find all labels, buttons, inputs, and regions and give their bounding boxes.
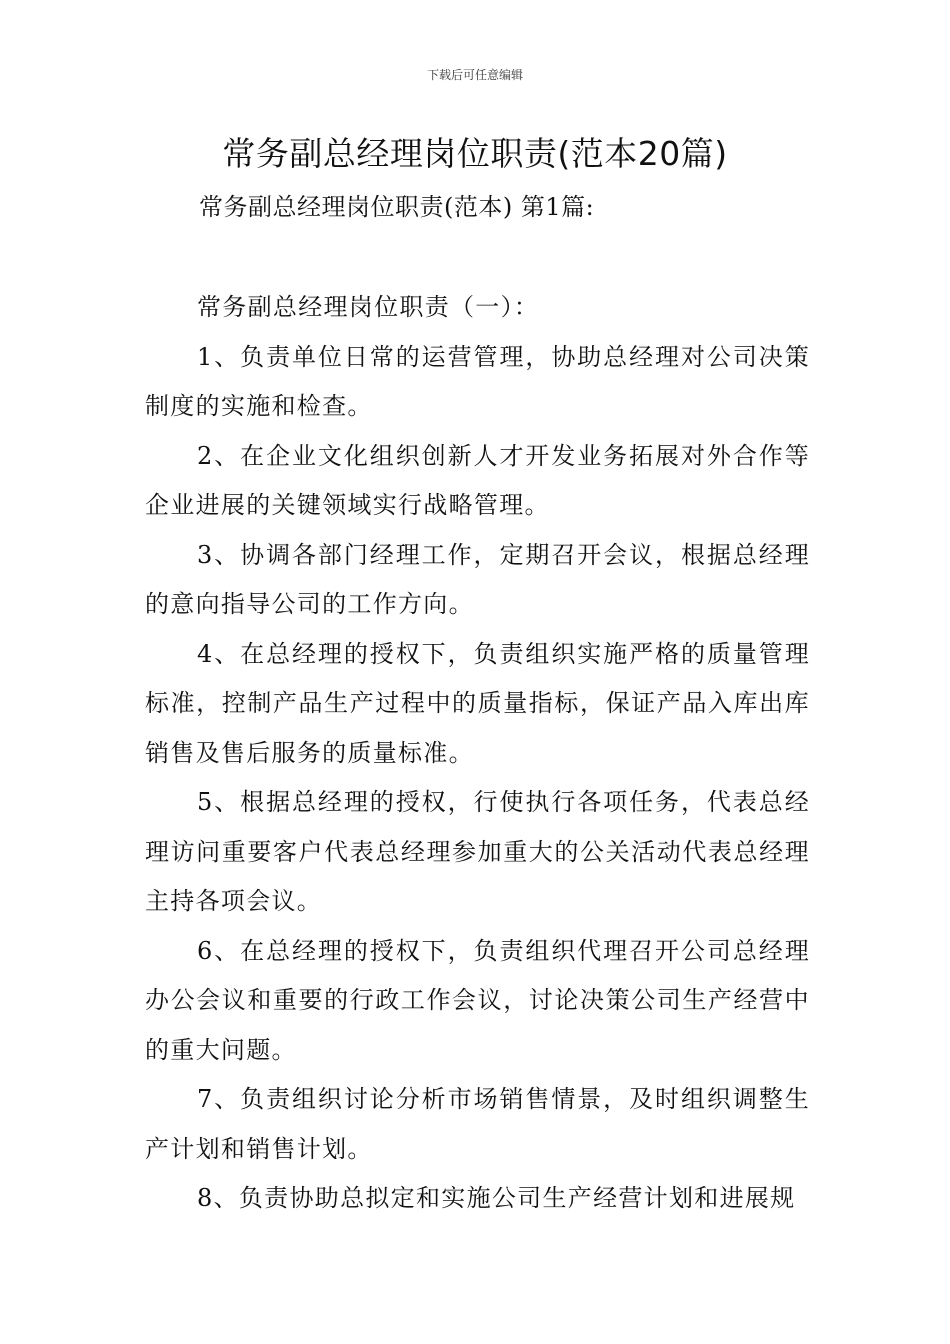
duty-item-4: 4、在总经理的授权下，负责组织实施严格的质量管理标准，控制产品生产过程中的质量指标，保证产品入库出库销售及售后服务的质量标准。	[145, 639, 810, 767]
duty-item-1: 1、负责单位日常的运营管理，协助总经理对公司决策制度的实施和检查。	[145, 342, 810, 420]
duty-item-5: 5、根据总经理的授权，行使执行各项任务，代表总经理访问重要客户代表总经理参加重大的公关活动代表总经理主持各项会议。	[145, 788, 810, 915]
document-body	[145, 283, 810, 1224]
duty-item-2: 2、在企业文化组织创新人才开发业务拓展对外合作等企业进展的关键领域实行战略管理。	[145, 441, 810, 519]
duty-item-7: 7、负责组织讨论分析市场销售情景，及时组织调整生产计划和销售计划。	[145, 1085, 810, 1163]
document-subtitle: 常务副总经理岗位职责(范本) 第1篇:	[199, 193, 595, 221]
document-title: 常务副总经理岗位职责(范本20篇)	[222, 134, 728, 173]
section-heading: 常务副总经理岗位职责（一）：	[197, 293, 540, 321]
duty-item-8: 8、负责协助总拟定和实施公司生产经营计划和进展规	[197, 1184, 796, 1212]
duty-item-6: 6、在总经理的授权下，负责组织代理召开公司总经理办公会议和重要的行政工作会议，讨论决策公司生产经营中的重大问题。	[145, 936, 810, 1064]
header-note: 下载后可任意编辑	[426, 68, 523, 82]
duty-item-3: 3、协调各部门经理工作，定期召开会议，根据总经理的意向指导公司的工作方向。	[145, 540, 810, 618]
